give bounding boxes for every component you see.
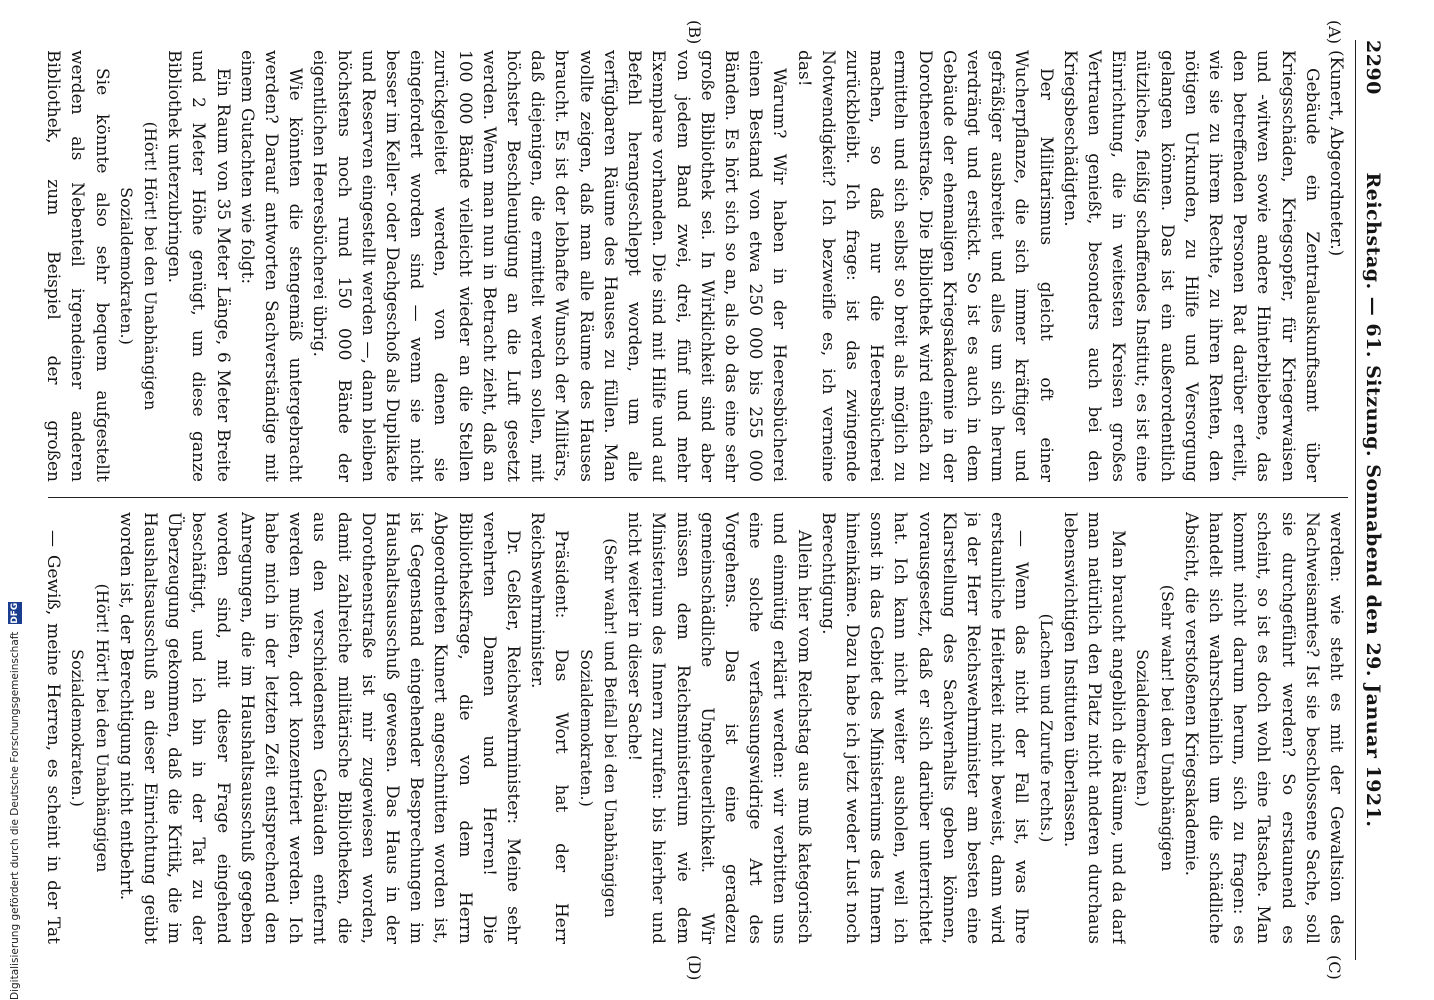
paragraph: — Wenn das nicht der Fall ist, was Ihre erstaunliche Heiterkeit nicht beweist, dann wird ja der Herr Reichswehrminister am besten eine Klarstellung des Sachverhalts geben können, vorausgesetzt, daß er sich darüber unterrichtet hat. Ich kann nicht weiter ausholen, weil ich sonst in das Gebiet des Ministeriums des Innern hineinkäme. Dazu habe ich jetzt weder Lust noch Berechtigung. [817,512,1032,944]
margin-mark-c: (C) [1325,955,1344,980]
interjection: (Sehr wahr! bei den Unabhängigen Sozialdemokraten.) [1133,584,1177,872]
paragraph: Der Militarismus gleicht oft einer Wucherpflanze, die sich immer kräftiger und gefräßiger ausbreitet und alles um sich herum verdrängt und erstickt. So ist es auch in dem Gebäude der ehemaligen Kriegsakademie in der Dorotheenstraße. Die Bibliothek wird einfach zu ermitteln und sich selbst so breit als möglich zu machen, so daß nur die Heeresbücherei zurückbleibt. Ich frage: ist das zwingende Notwendigkeit? Ich bezweifle es, ich verneine das! [793,50,1056,482]
rotated-page [24,0,1394,1000]
right-column [38,512,1348,944]
page-title: Reichstag. — 61. Sitzung. Sonnabend den 29. Januar 1921. [1362,172,1384,828]
paragraph: werden: wie steht es mit der Gewaltsion des Nachweisamtes? Ist sie beschlossene Sache, soll sie durchgeführt werden? So erstaunend es scheint, so ist es doch wohl eine Tatsache. Man kommt nicht darum herum, sich zu fragen: es handelt sich wahrscheinlich um die schädliche Absicht, die verstoßenen Kriegsakademie. [1180,512,1346,944]
minister-statement: Dr. Geßler, Reichswehrminister: Meine sehr verehrten Damen und Herren! Die Bibliotheksfrage, die von dem Herrn Abgeordneten Kunert angeschnitten worden ist, ist Gegenstand eingehender Besprechungen im Haushaltsausschuß gewesen. Das Haus in der Dorotheenstraße ist mir zugewiesen worden, damit zahlreiche militärische Bibliotheken, die aus den verschiedensten Gebäuden entfernt werden mußten, dort konzentriert werden. Ich habe mich in der letzten Zeit entsprechend den Anregungen, die im Haushaltsausschuß gegeben worden sind, mit dieser Frage eingehend beschäftigt, und ich bin in der Tat zu der Überzeugung gekommen, daß die Kritik, die im Haushaltsausschuß an dieser Einrichtung geübt worden ist, der Berechtigung nicht entbehrt. [115,512,524,944]
interjection: (Hört! Hört! bei den Unabhängigen Sozialdemokraten.) [116,121,161,411]
dfg-logo: DFG [10,602,20,624]
digitization-footer [8,10,30,1000]
column-rule [48,497,1348,498]
paragraph: Man braucht angeblich die Räume, und da darf man natürlich den Platz nicht anderen durchaus lebenswichtigen Instituten überlassen. [1059,512,1129,944]
page-number: 2290 [1362,40,1384,95]
paragraph: Warum? Wir haben in der Heeresbücherei einen Bestand von etwa 250 000 bis 255 000 Bänden. Es hört sich so an, als ob das eine sehr große Bibliothek sei. In Wirklichkeit sind aber von jedem Band zwei, drei, fünf und mehr Exemplare vorhanden. Die sind mit Hilfe und auf Befehl herangeschleppt worden, um alle verfügbaren Räume des Hauses zu füllen. Man wollte zeigen, daß man alle Räume des Hauses braucht. Es ist der lebhafte Wunsch der Militärs, daß diejenigen, die ermittelt werden sollen, mit höchster Beschleunigung an die Luft gesetzt werden. Wenn man nun in Betracht zieht, daß an 100 000 Bände vielleicht wieder an die Stellen zurückgeleitet werden, von denen sie eingefordert worden sind — wenn sie nicht besser im Keller- oder Dachgeschoß als Duplikate und Reserven eingestellt werden —, dann bleiben höchstens noch rund 150 000 Bände der eigentlichen Heeresbücherei übrig. [309,50,790,482]
margin-mark-a: (A) [1325,20,1344,45]
paragraph: — Gewiß, meine Herren, es scheint in der Tat [43,530,64,944]
margin-mark-b: (B) [685,20,704,45]
interjection: (Hört! Hört! bei den Unabhängigen Sozialdemokraten.) [68,583,112,873]
paragraph: Wie könnten die stengemäß untergebracht werden? Darauf antworten Sachverständige mit einem Gutachten wie folgt: [236,50,306,482]
paragraph: Sie könnte also sehr bequem aufgestellt werden als Nebenteil irgendeiner anderen Bibliothek, zum Beispiel der großen [43,50,112,482]
page-header [1358,40,1384,960]
margin-mark-d: (D) [685,955,704,981]
interjection: (Lachen und Zurufe rechts.) [1036,613,1056,843]
left-column [38,50,1348,482]
header-rule [1355,40,1356,960]
paragraph: Gebäude ein Zentralauskunftsamt über Kriegsschäden, Kriegsopfer, für Kriegerwaisen und -witwen sowie andere Hinterbliebene, das den betreffenden Personen Rat darüber erteilt, wie sie zu ihrem Rechte, zu ihren Renten, den nötigen Urkunden, zu Hilfe und Versorgung gelangen können. Das ist ein außerordentlich nützliches, fleißig schaffendes Institut; es ist eine Einrichtung, die in weitesten Kreisen großes Vertrauen genießt, besonders auch bei den Kriegsbeschädigten. [1059,50,1322,482]
footer-text: Digitalisierung gefördert durch die Deutsche Forschungsgemeinschaft [9,631,21,1000]
speaker-label: (Kunert, Abgeordneter.) [1326,50,1346,257]
quoted-expert-text: Ein Raum von 35 Meter Länge, 6 Meter Breite und 2 Meter Höhe genügt, um diese ganze Bibliothek unterzubringen. [164,50,233,482]
interjection: (Sehr wahr! und Beifall bei den Unabhängigen Sozialdemokraten.) [576,538,620,918]
president-statement: Präsident: Das Wort hat der Herr Reichswehrminister. [527,512,572,944]
paragraph: Allein hier vom Reichstag aus muß kategorisch und einmütig erklärt werden: wir verbitten uns eine solche verfassungswidrige Art des Vorgehens. Das ist eine geradezu gemeinschädliche Ungeheuerlichkeit. Wir müssen dem Reichsministerium wie dem Ministerium des Innern zurufen: bis hierher und nicht weiter in dieser Sache! [624,512,814,944]
